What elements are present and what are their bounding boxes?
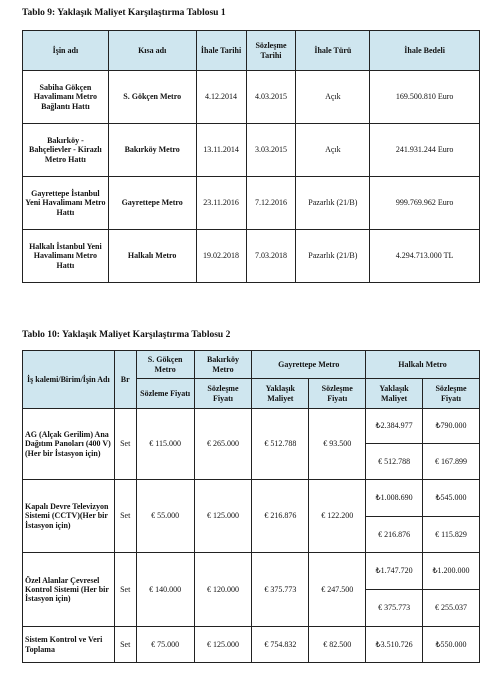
halkali-contract-try: ₺550.000 [423, 627, 480, 663]
halkali-estimate-eur: € 216.876 [366, 517, 423, 553]
tender-date: 19.02.2018 [196, 230, 246, 283]
header-sub-halkali-contract: Sözleşme Fiyatı [423, 379, 480, 409]
header-sub-gayrettepe-contract: Sözleşme Fiyatı [309, 379, 366, 409]
halkali-contract-eur: € 115.829 [423, 517, 480, 553]
header-tender-date: İhale Tarihi [196, 31, 246, 71]
halkali-estimate-eur: € 512.788 [366, 444, 423, 480]
contract-date: 3.03.2015 [246, 124, 296, 177]
tender-price: 169.500.810 Euro [370, 71, 480, 124]
header-sub-bakirkoy: Sözleşme Fiyatı [194, 379, 252, 409]
bakirkoy-price: € 125.000 [194, 627, 252, 663]
header-job-name: İşin adı [23, 31, 109, 71]
tender-type: Pazarlık (21/B) [296, 177, 370, 230]
halkali-contract-eur: € 167.899 [423, 444, 480, 480]
sgokcen-price: € 75.000 [136, 627, 194, 663]
short-name: S. Gökçen Metro [108, 71, 196, 124]
contract-date: 4.03.2015 [246, 71, 296, 124]
gayrettepe-estimate: € 375.773 [252, 553, 309, 627]
header-halkali-metro: Halkalı Metro [366, 351, 480, 379]
halkali-estimate-eur: € 375.773 [366, 590, 423, 627]
tender-price: 241.931.244 Euro [370, 124, 480, 177]
table-row [23, 177, 480, 230]
sgokcen-price: € 140.000 [136, 553, 194, 627]
header-unit: Br [114, 351, 136, 409]
item-unit: Set [114, 553, 136, 627]
tender-type: Açık [296, 71, 370, 124]
table-row [23, 627, 480, 663]
halkali-contract-try: ₺545.000 [423, 480, 480, 517]
tender-date: 13.11.2014 [196, 124, 246, 177]
bakirkoy-price: € 120.000 [194, 553, 252, 627]
item-name: Sistem Kontrol ve Veri Toplama [23, 627, 115, 663]
gayrettepe-estimate: € 754.832 [252, 627, 309, 663]
gayrettepe-estimate: € 216.876 [252, 480, 309, 553]
sgokcen-price: € 55.000 [136, 480, 194, 553]
header-sub-sgokcen: Sözleme Fiyatı [136, 379, 194, 409]
item-unit: Set [114, 409, 136, 480]
table1-header-row [23, 31, 480, 71]
item-name: Özel Alanlar Çevresel Kontrol Sistemi (Her bir İstasyon için) [23, 553, 115, 627]
halkali-contract-eur: € 255.037 [423, 590, 480, 627]
sgokcen-price: € 115.000 [136, 409, 194, 480]
halkali-estimate-try: ₺3.510.726 [366, 627, 423, 663]
header-short-name: Kısa adı [108, 31, 196, 71]
contract-date: 7.03.2018 [246, 230, 296, 283]
tender-price: 999.769.962 Euro [370, 177, 480, 230]
cost-comparison-table-1 [22, 30, 480, 283]
table-row [23, 71, 480, 124]
gayrettepe-estimate: € 512.788 [252, 409, 309, 480]
table-row [23, 480, 480, 517]
item-name: Kapalı Devre Televizyon Sistemi (CCTV)(Her bir İstasyon için) [23, 480, 115, 553]
halkali-estimate-try: ₺1.008.690 [366, 480, 423, 517]
short-name: Gayrettepe Metro [108, 177, 196, 230]
item-unit: Set [114, 480, 136, 553]
gayrettepe-contract: € 82.500 [309, 627, 366, 663]
job-name: Gayrettepe İstanbul Yeni Havalimanı Metro Hattı [23, 177, 109, 230]
header-gayrettepe-metro: Gayrettepe Metro [252, 351, 366, 379]
tender-type: Açık [296, 124, 370, 177]
tender-type: Pazarlık (21/B) [296, 230, 370, 283]
table-row [23, 124, 480, 177]
job-name: Halkalı İstanbul Yeni Havalimanı Metro Hattı [23, 230, 109, 283]
tender-date: 4.12.2014 [196, 71, 246, 124]
short-name: Bakırköy Metro [108, 124, 196, 177]
bakirkoy-price: € 265.000 [194, 409, 252, 480]
short-name: Halkalı Metro [108, 230, 196, 283]
header-tender-type: İhale Türü [296, 31, 370, 71]
job-name: Bakırköy - Bahçelievler - Kirazlı Metro Hattı [23, 124, 109, 177]
gayrettepe-contract: € 122.200 [309, 480, 366, 553]
header-item: İş kalemi/Birim/İşin Adı [23, 351, 115, 409]
gayrettepe-contract: € 247.500 [309, 553, 366, 627]
header-contract-date: Sözleşme Tarihi [246, 31, 296, 71]
table-row [23, 230, 480, 283]
header-tender-price: İhale Bedeli [370, 31, 480, 71]
halkali-contract-try: ₺1.200.000 [423, 553, 480, 590]
contract-date: 7.12.2016 [246, 177, 296, 230]
tender-date: 23.11.2016 [196, 177, 246, 230]
gayrettepe-contract: € 93.500 [309, 409, 366, 480]
halkali-estimate-try: ₺1.747.720 [366, 553, 423, 590]
header-sgokcen-metro: S. Gökçen Metro [136, 351, 194, 379]
header-bakirkoy-metro: Bakırköy Metro [194, 351, 252, 379]
table-row [23, 553, 480, 590]
header-sub-halkali-estimate: Yaklaşık Maliyet [366, 379, 423, 409]
halkali-contract-try: ₺790.000 [423, 409, 480, 444]
item-name: AG (Alçak Gerilim) Ana Dağıtım Panoları (400 V)(Her bir İstasyon için) [23, 409, 115, 480]
halkali-estimate-try: ₺2.384.977 [366, 409, 423, 444]
table2-group-header-row [23, 351, 480, 379]
item-unit: Set [114, 627, 136, 663]
tender-price: 4.294.713.000 TL [370, 230, 480, 283]
job-name: Sabiha Gökçen Havalimanı Metro Bağlantı Hattı [23, 71, 109, 124]
table-row [23, 409, 480, 444]
table2-caption: Tablo 10: Yaklaşık Maliyet Karşılaştırma Tablosu 2 [22, 330, 231, 340]
cost-comparison-table-2 [22, 350, 480, 663]
header-sub-gayrettepe-estimate: Yaklaşık Maliyet [252, 379, 309, 409]
bakirkoy-price: € 125.000 [194, 480, 252, 553]
table1-caption: Tablo 9: Yaklaşık Maliyet Karşılaştırma Tablosu 1 [22, 8, 226, 18]
